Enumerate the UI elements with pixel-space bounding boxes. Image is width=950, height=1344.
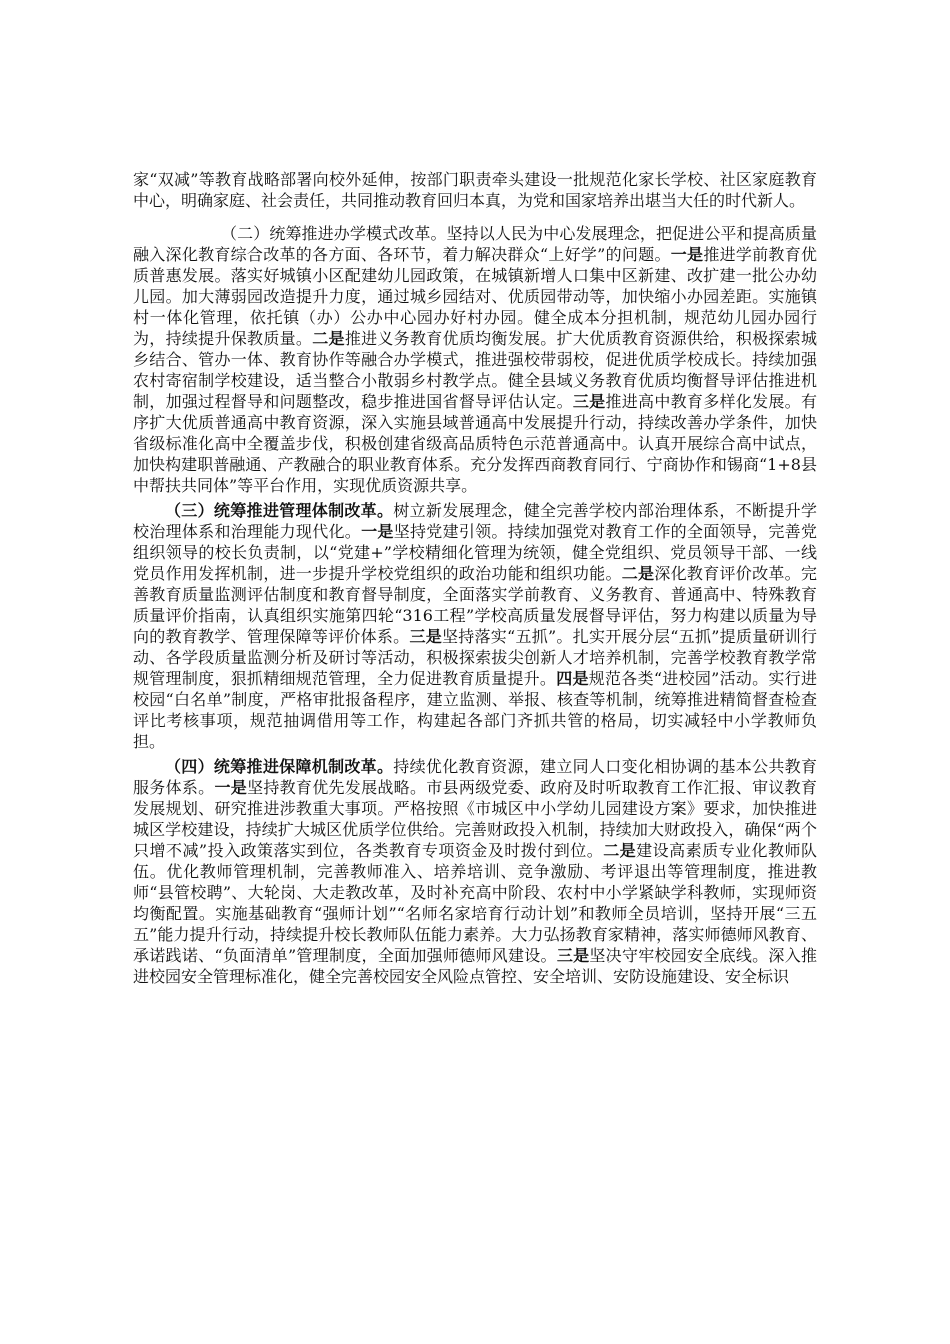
text-run: 规范各类“进校园”活动。实行进校园“白名单”制度，严格审批报备程序，建立监测、举报、核查等机制，统筹推进精简督查检查评比考核事项，规范抽调借用等工作，构建起各部门齐抓共管的格局，切实减轻中小学教师负担。 <box>133 669 817 751</box>
text-run: 建设高素质专业化教师队伍。优化教师管理机制，完善教师准入、培养培训、竞争激励、考评退出等管理制度，推进教师“县管校聘”、大轮岗、大走教改革，及时补充高中阶段、农村中小学紧缺学科教师，实现师资均衡配置。实施基础教育“强师计划”“名师名家培育行动计划”和教师全员培训，坚持开展“三五五”能力提升行动，持续提升校长教师队伍能力素养。大力弘扬教育家精神，落实师德师风教育、承诺践诺、“负面清单”管理制度，全面加强师德师风建设。 <box>133 841 817 965</box>
bold-run: 二是 <box>621 564 655 583</box>
bold-run: 一是 <box>670 245 704 264</box>
bold-run: 三是 <box>572 392 606 411</box>
text-run: 持续优化教育资源，建立同人口变化相协调的基本公共教育服务体系。 <box>133 757 817 797</box>
text-run: 深化教育评价改革。完善教育质量监测评估制度和教育督导制度，全面落实学前教育、义务教育、普通高中、特殊教育质量评价指南，认真组织实施第四轮“316工程”学校高质量发展督导评估，努力构建以质量为导向的教育教学、管理保障等评价体系。 <box>133 564 817 646</box>
text-run: 树立新发展理念，健全完善学校内部治理体系，不断提升学校治理体系和治理能力现代化。 <box>133 501 817 541</box>
bold-run: （四）统筹推进保障机制改革。 <box>165 757 394 776</box>
text-run: 坚持党建引领。持续加强党对教育工作的全面领导，完善党组织领导的校长负责制，以“党建+”学校精细化管理为统领，健全党组织、党员领导干部、一线党员作用发挥机制，进一步提升学校党组织的政治功能和组织功能。 <box>133 522 817 583</box>
bold-run: 四是 <box>556 669 589 688</box>
bold-run: 一是 <box>361 522 394 541</box>
bold-run: 二是 <box>603 841 637 860</box>
text-run: 坚决守牢校园安全底线。深入推进校园安全管理标准化，健全完善校园安全风险点管控、安全培训、安防设施建设、安全标识 <box>133 946 817 986</box>
text-run: 推进学前教育优质普惠发展。落实好城镇小区配建幼儿园政策，在城镇新增人口集中区新建、改扩建一批公办幼儿园。加大薄弱园改造提升力度，通过城乡园结对、优质园带动等，加快缩小办园差距。实施镇村一体化管理，依托镇（办）公办中心园办好村办园。健全成本分担机制，规范幼儿园办园行为，持续提升保教质量。 <box>133 245 817 348</box>
text-run: （二）统筹推进办学模式改革。坚持以人民为中心发展理念，把促进公平和提高质量融入深化教育综合改革的各方面、各环节，着力解决群众“上好学”的问题。 <box>133 224 817 264</box>
paragraph-3 <box>133 500 817 752</box>
text-run: 推进高中教育多样化发展。有序扩大优质普通高中教育资源，深入实施县域普通高中发展提升行动，持续改善办学条件，加快省级标准化高中全覆盖步伐，积极创建省级高品质特色示范普通高中。认真开展综合高中试点，加快构建职普融通、产教融合的职业教育体系。充分发挥西商教育同行、宁商协作和锡商“1+8县中帮扶共同体”等平台作用，实现优质资源共享。 <box>133 392 817 495</box>
paragraph-1 <box>133 169 817 211</box>
text-run: 坚持落实“五抓”。扎实开展分层“五抓”提质量研训行动、各学段质量监测分析及研讨等活动，积极探索拔尖创新人才培养机制，完善学校教育教学常规管理制度，狠抓精细规范管理，全力促进教育质量提升。 <box>133 627 817 688</box>
bold-run: 二是 <box>312 329 345 348</box>
text-run: 推进义务教育优质均衡发展。扩大优质教育资源供给，积极探索城乡结合、管办一体、教育协作等融合办学模式，推进强校带弱校，促进优质学校成长。持续加强农村寄宿制学校建设，适当整合小散弱乡村教学点。健全县域义务教育优质均衡督导评估推进机制，加强过程督导和问题整改，稳步推进国省督导评估认定。 <box>133 329 817 411</box>
document-body <box>133 169 817 987</box>
text-run: 家“双减”等教育战略部署向校外延伸，按部门职责牵头建设一批规范化家长学校、社区家庭教育中心，明确家庭、社会责任，共同推动教育回归本真，为党和国家培养出堪当大任的时代新人。 <box>133 170 817 210</box>
bold-run: 三是 <box>556 946 590 965</box>
bold-run: 三是 <box>409 627 442 646</box>
paragraph-2 <box>133 223 817 496</box>
paragraph-4 <box>133 756 817 987</box>
bold-run: 一是 <box>214 778 248 797</box>
bold-run: （三）统筹推进管理体制改革。 <box>165 501 394 520</box>
text-run: 坚持教育优先发展战略。市县两级党委、政府及时听取教育工作汇报、审议教育发展规划、研究推进涉教重大事项。严格按照《市城区中小学幼儿园建设方案》要求，加快推进城区学校建设，持续扩大城区优质学位供给。完善财政投入机制，持续加大财政投入，确保“两个只增不减”投入政策落实到位，各类教育专项资金及时拨付到位。 <box>133 778 817 860</box>
